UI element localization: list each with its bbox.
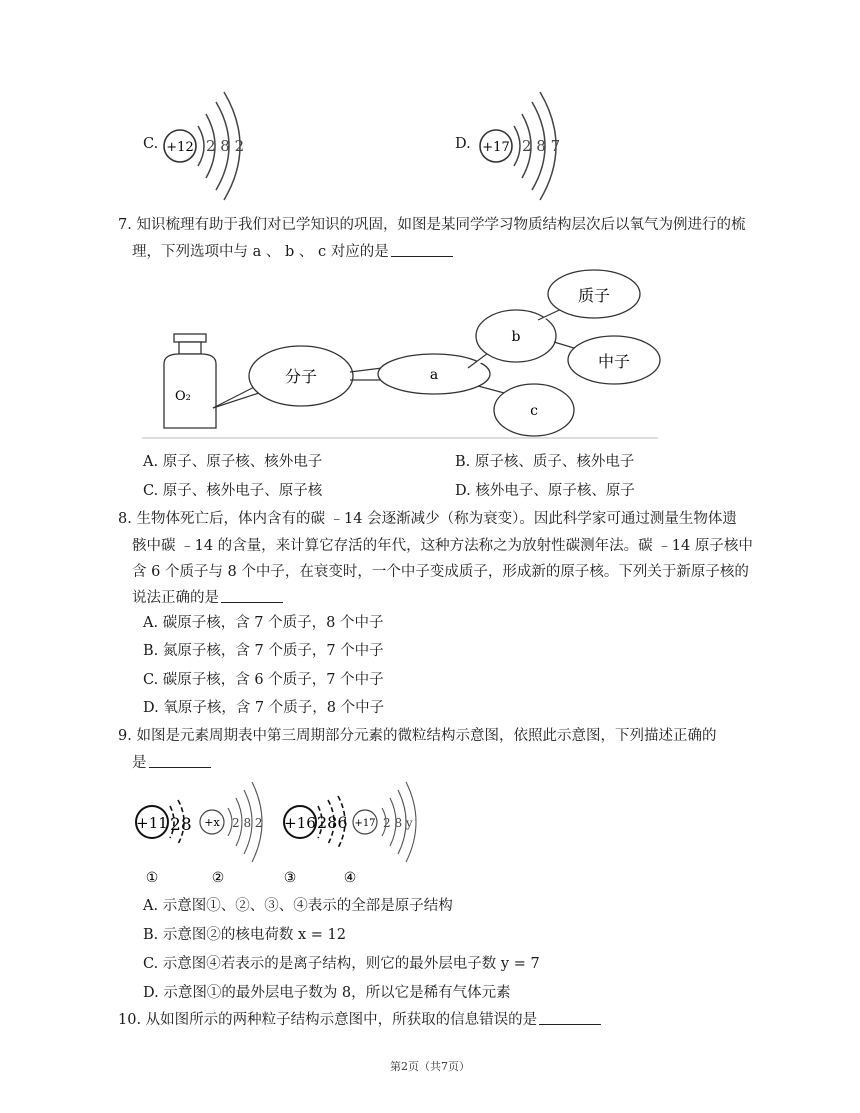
particle-structure-diagrams <box>132 778 452 888</box>
q8-option-a: A. 碳原子核，含 7 个质子，8 个中子 <box>143 615 384 631</box>
q8-stem-line4: 说法正确的是 <box>132 588 283 608</box>
q7-option-b: B. 原子核、质子、核外电子 <box>455 454 635 470</box>
answer-blank <box>539 1010 601 1025</box>
neutron-label: 中子 <box>597 352 631 371</box>
bubble-c-label: c <box>530 403 538 419</box>
diagram3-nucleus: +16 <box>284 814 316 832</box>
proton-label: 质子 <box>577 286 611 305</box>
nucleus-label: +12 <box>166 140 194 155</box>
q9-option-c: C. 示意图④若表示的是离子结构，则它的最外层电子数 y = 7 <box>143 956 540 972</box>
diagram4-nucleus: +17 <box>354 818 376 829</box>
q8-stem-line3: 含 6 个质子与 8 个中子，在衰变时，一个中子变成质子，形成新的原子核。下列关于新原子核的 <box>132 564 749 580</box>
diagram3-label: ③ <box>283 870 297 886</box>
bottle-neck <box>179 342 201 354</box>
nucleus-label: +17 <box>482 140 510 155</box>
diagram4-shells: 2 8 y <box>383 816 413 830</box>
diagram2-nucleus: +x <box>204 816 220 829</box>
shell-electrons: 2 8 2 <box>206 137 245 155</box>
option-d-letter: D. <box>455 136 471 152</box>
q8-option-c: C. 碳原子核，含 6 个质子，7 个中子 <box>143 672 384 688</box>
q7-option-a: A. 原子、原子核、核外电子 <box>143 454 323 470</box>
atom-diagram-option-d <box>474 86 584 204</box>
diagram2-shells: 2 8 2 <box>232 816 263 830</box>
diagram4-label: ④ <box>343 870 357 886</box>
diagram1-label: ① <box>145 870 159 886</box>
bottle-cap <box>174 334 206 342</box>
q7-option-c: C. 原子、核外电子、原子核 <box>143 483 323 499</box>
q8-option-d: D. 氧原子核，含 7 个质子，8 个中子 <box>143 700 385 716</box>
answer-blank <box>391 242 453 257</box>
q9-option-d: D. 示意图①的最外层电子数为 8，所以它是稀有气体元素 <box>143 985 511 1001</box>
diagram1-nucleus: +11 <box>136 814 168 832</box>
diagram1-shells: 28 <box>170 815 192 835</box>
answer-blank <box>221 588 283 603</box>
q8-option-b: B. 氮原子核，含 7 个质子，7 个中子 <box>143 643 384 659</box>
q8-stem-line1: 8. 生物体死亡后，体内含有的碳 ﹣14 会逐渐减少（称为衰变）。因此科学家可通过测量生物体遗 <box>118 511 737 527</box>
q7-option-d: D. 核外电子、原子核、原子 <box>455 483 635 499</box>
atom-diagram-option-c <box>158 86 268 204</box>
page-number: 第2页（共7页） <box>390 1060 470 1073</box>
answer-blank <box>149 753 211 768</box>
q9-option-a: A. 示意图①、②、③、④表示的全部是原子结构 <box>143 898 453 914</box>
q8-stem-line2: 骸中碳 ﹣14 的含量，来计算它存活的年代，这种方法称之为放射性碳测年法。碳 ﹣14 原子核中 <box>132 538 753 554</box>
bubble-a-label: a <box>429 367 439 383</box>
bottle-label: O₂ <box>175 389 191 404</box>
bubble-b-label: b <box>511 329 521 345</box>
diagram3-shells: 286 <box>317 813 348 832</box>
q7-stem-line1: 7. 知识梳理有助于我们对已学知识的巩固，如图是某同学学习物质结构层次后以氧气为例进行的梳 <box>118 217 746 233</box>
q10-stem-line1: 10. 从如图所示的两种粒子结构示意图中，所获取的信息错误的是 <box>118 1010 601 1030</box>
diagram2-label: ② <box>211 870 225 886</box>
shell-electrons: 2 8 7 <box>522 137 561 155</box>
q9-option-b: B. 示意图②的核电荷数 x = 12 <box>143 927 346 943</box>
molecule-label: 分子 <box>284 367 318 386</box>
q9-stem-line2: 是 <box>132 753 211 773</box>
oxygen-structure-diagram <box>138 268 662 440</box>
option-c-letter: C. <box>143 136 159 152</box>
q7-stem-line2: 理，下列选项中与 a 、 b 、 c 对应的是 <box>132 242 453 262</box>
q9-stem-line1: 9. 如图是元素周期表中第三周期部分元素的微粒结构示意图，依照此示意图，下列描述正确的 <box>118 728 717 744</box>
